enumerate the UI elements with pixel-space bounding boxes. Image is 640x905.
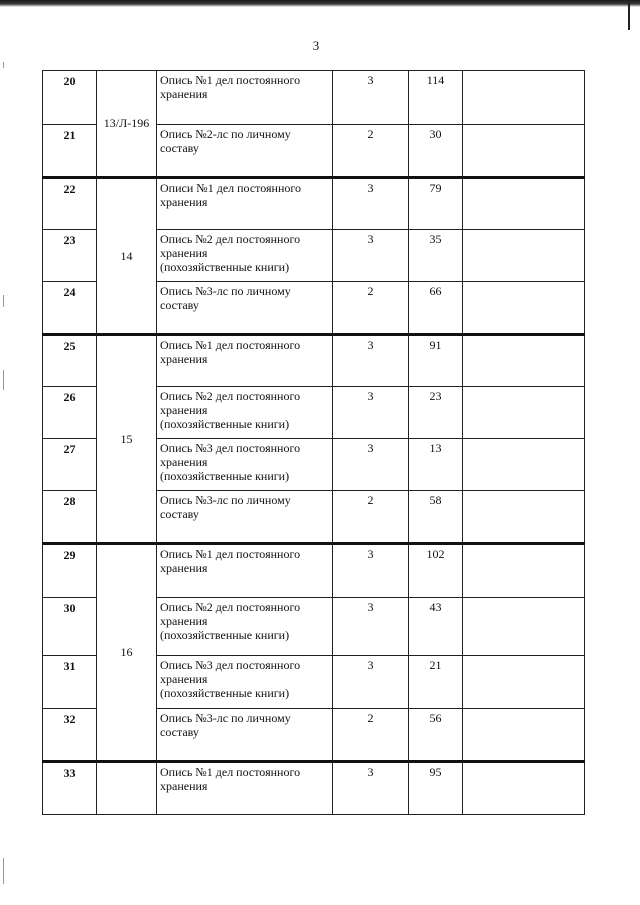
inventory-description-cell bbox=[157, 178, 333, 230]
notes-cell bbox=[463, 544, 585, 598]
file-count-cell: 114 bbox=[409, 71, 463, 125]
row-number-cell: 33 bbox=[43, 762, 97, 815]
inventory-description-cell bbox=[157, 387, 333, 439]
storage-term-cell: 3 bbox=[333, 598, 409, 656]
description-line: (похозяйственные книги) bbox=[160, 628, 290, 642]
description-line: хранения bbox=[160, 352, 208, 366]
table-body bbox=[43, 71, 585, 815]
description-line: хранения bbox=[160, 779, 208, 793]
file-count-cell: 21 bbox=[409, 656, 463, 709]
description-line: Опись №3-лс по личному bbox=[160, 284, 291, 298]
storage-term-cell: 2 bbox=[333, 491, 409, 544]
notes-cell bbox=[463, 709, 585, 762]
inventory-description-cell bbox=[157, 544, 333, 598]
row-number-cell: 22 bbox=[43, 178, 97, 230]
storage-term-cell: 2 bbox=[333, 709, 409, 762]
file-count-cell: 66 bbox=[409, 282, 463, 335]
table-row bbox=[43, 71, 585, 125]
notes-cell bbox=[463, 282, 585, 335]
row-number-cell: 29 bbox=[43, 544, 97, 598]
description-line: Опись №2 дел постоянного bbox=[160, 232, 301, 246]
fond-cell: 14 bbox=[97, 178, 157, 335]
storage-term-cell: 3 bbox=[333, 335, 409, 387]
fond-cell: 13/Л-196 bbox=[97, 71, 157, 178]
table-row bbox=[43, 178, 585, 230]
description-line: составу bbox=[160, 725, 199, 739]
table-row bbox=[43, 544, 585, 598]
row-number-cell: 28 bbox=[43, 491, 97, 544]
margin-mark bbox=[3, 295, 4, 307]
file-count-cell: 95 bbox=[409, 762, 463, 815]
description-line: составу bbox=[160, 507, 199, 521]
file-count-cell: 79 bbox=[409, 178, 463, 230]
inventory-description-cell bbox=[157, 491, 333, 544]
margin-mark bbox=[3, 858, 4, 884]
storage-term-cell: 3 bbox=[333, 544, 409, 598]
description-line: хранения bbox=[160, 87, 208, 101]
page-number: 3 bbox=[312, 38, 320, 53]
row-number-cell: 27 bbox=[43, 439, 97, 491]
inventory-description-cell bbox=[157, 762, 333, 815]
description-line: Описи №1 дел постоянного bbox=[160, 181, 302, 195]
fond-cell: 16 bbox=[97, 544, 157, 762]
row-number-cell: 25 bbox=[43, 335, 97, 387]
row-number-cell: 20 bbox=[43, 71, 97, 125]
description-line: Опись №2-лс по личному bbox=[160, 127, 291, 141]
inventory-description-cell bbox=[157, 656, 333, 709]
file-count-cell: 30 bbox=[409, 125, 463, 178]
scan-top-edge bbox=[0, 0, 640, 7]
description-line: хранения bbox=[160, 195, 208, 209]
fond-cell: 15 bbox=[97, 335, 157, 544]
notes-cell bbox=[463, 439, 585, 491]
description-line: Опись №2 дел постоянного bbox=[160, 600, 301, 614]
storage-term-cell: 2 bbox=[333, 282, 409, 335]
notes-cell bbox=[463, 387, 585, 439]
file-count-cell: 58 bbox=[409, 491, 463, 544]
description-line: (похозяйственные книги) bbox=[160, 417, 290, 431]
inventory-description-cell bbox=[157, 335, 333, 387]
description-line: Опись №3 дел постоянного bbox=[160, 658, 301, 672]
inventory-description-cell bbox=[157, 230, 333, 282]
inventory-table bbox=[42, 70, 585, 815]
notes-cell bbox=[463, 178, 585, 230]
inventory-description-cell bbox=[157, 439, 333, 491]
description-line: хранения bbox=[160, 246, 208, 260]
row-number-cell: 21 bbox=[43, 125, 97, 178]
notes-cell bbox=[463, 762, 585, 815]
description-line: хранения bbox=[160, 455, 208, 469]
description-line: (похозяйственные книги) bbox=[160, 686, 290, 700]
storage-term-cell: 3 bbox=[333, 230, 409, 282]
description-line: хранения bbox=[160, 561, 208, 575]
notes-cell bbox=[463, 656, 585, 709]
storage-term-cell: 3 bbox=[333, 178, 409, 230]
row-number-cell: 32 bbox=[43, 709, 97, 762]
description-line: (похозяйственные книги) bbox=[160, 260, 290, 274]
storage-term-cell: 3 bbox=[333, 762, 409, 815]
description-line: Опись №1 дел постоянного bbox=[160, 338, 301, 352]
description-line: Опись №1 дел постоянного bbox=[160, 765, 301, 779]
inventory-description-cell bbox=[157, 71, 333, 125]
fond-cell bbox=[97, 762, 157, 815]
description-line: Опись №3-лс по личному bbox=[160, 493, 291, 507]
file-count-cell: 43 bbox=[409, 598, 463, 656]
file-count-cell: 56 bbox=[409, 709, 463, 762]
scan-right-edge bbox=[628, 0, 630, 30]
description-line: Опись №3 дел постоянного bbox=[160, 441, 301, 455]
description-line: (похозяйственные книги) bbox=[160, 469, 290, 483]
storage-term-cell: 3 bbox=[333, 439, 409, 491]
file-count-cell: 13 bbox=[409, 439, 463, 491]
description-line: Опись №2 дел постоянного bbox=[160, 389, 301, 403]
row-number-cell: 24 bbox=[43, 282, 97, 335]
file-count-cell: 35 bbox=[409, 230, 463, 282]
notes-cell bbox=[463, 71, 585, 125]
file-count-cell: 102 bbox=[409, 544, 463, 598]
row-number-cell: 26 bbox=[43, 387, 97, 439]
notes-cell bbox=[463, 230, 585, 282]
inventory-description-cell bbox=[157, 709, 333, 762]
storage-term-cell: 3 bbox=[333, 387, 409, 439]
description-line: хранения bbox=[160, 403, 208, 417]
notes-cell bbox=[463, 598, 585, 656]
description-line: хранения bbox=[160, 672, 208, 686]
storage-term-cell: 3 bbox=[333, 71, 409, 125]
storage-term-cell: 2 bbox=[333, 125, 409, 178]
notes-cell bbox=[463, 491, 585, 544]
notes-cell bbox=[463, 335, 585, 387]
inventory-description-cell bbox=[157, 125, 333, 178]
file-count-cell: 91 bbox=[409, 335, 463, 387]
row-number-cell: 31 bbox=[43, 656, 97, 709]
notes-cell bbox=[463, 125, 585, 178]
description-line: Опись №1 дел постоянного bbox=[160, 547, 301, 561]
row-number-cell: 23 bbox=[43, 230, 97, 282]
description-line: составу bbox=[160, 298, 199, 312]
inventory-description-cell bbox=[157, 282, 333, 335]
description-line: Опись №1 дел постоянного bbox=[160, 73, 301, 87]
storage-term-cell: 3 bbox=[333, 656, 409, 709]
description-line: хранения bbox=[160, 614, 208, 628]
row-number-cell: 30 bbox=[43, 598, 97, 656]
table-row bbox=[43, 762, 585, 815]
margin-mark bbox=[3, 62, 4, 68]
table-row bbox=[43, 335, 585, 387]
description-line: Опись №3-лс по личному bbox=[160, 711, 291, 725]
file-count-cell: 23 bbox=[409, 387, 463, 439]
inventory-description-cell bbox=[157, 598, 333, 656]
margin-mark bbox=[3, 370, 4, 390]
description-line: составу bbox=[160, 141, 199, 155]
